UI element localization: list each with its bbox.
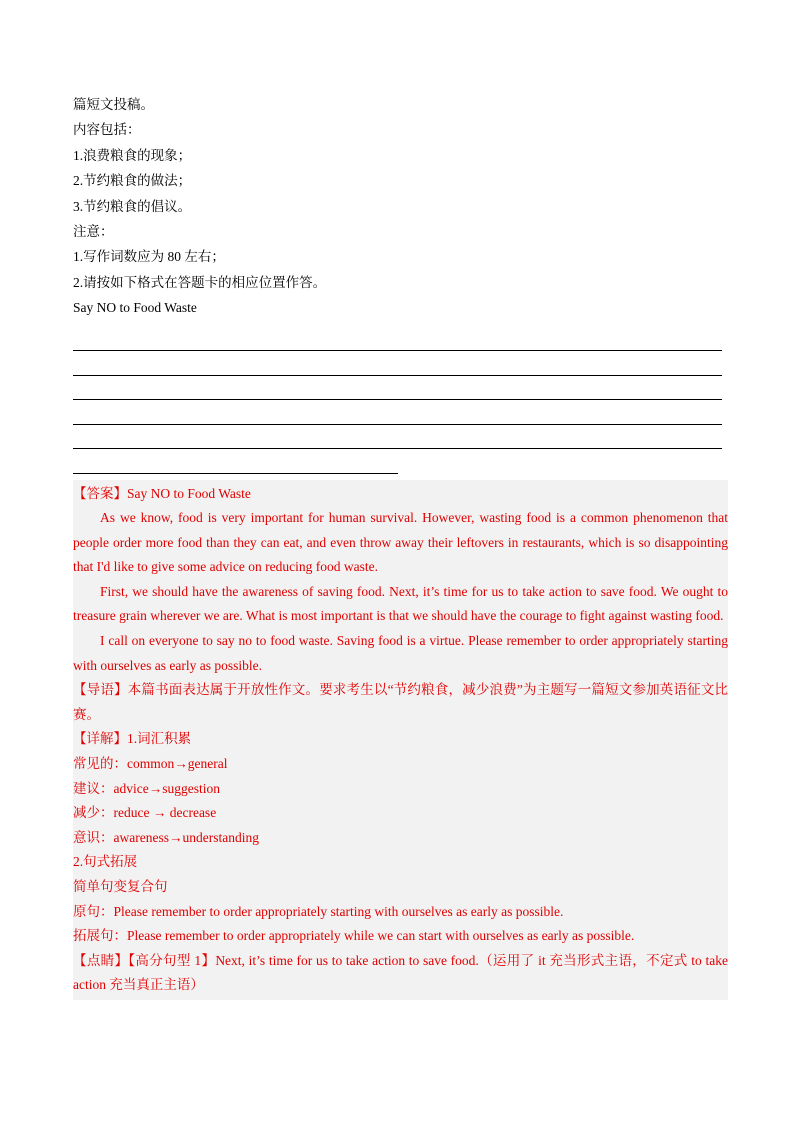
vocab-item: 意识：awareness→understanding — [73, 829, 259, 845]
answer-rule — [73, 376, 722, 401]
document-page — [73, 92, 728, 1000]
vocab-item: 常见的：common→general — [73, 756, 228, 772]
prompt-line: 内容包括： — [73, 122, 141, 138]
expanded-sentence: 拓展句：Please remember to order appropriately while we can start with ourselves as early as possible. — [73, 928, 635, 944]
highlight-text: Next, it’s time for us to take action to save food.（运用了 it 充当形式主语，不定式 to take action 充当真正主语） — [73, 952, 728, 993]
original-sentence: 原句：Please remember to order appropriately starting with ourselves as early as possible. — [73, 903, 564, 919]
prompt-section — [73, 92, 728, 321]
vocab-item: 建议：advice→suggestion — [73, 780, 220, 796]
prompt-line: 3.节约粮食的倡议。 — [73, 198, 192, 214]
guide-text: 本篇书面表达属于开放性作文。要求考生以“节约粮食，减少浪费”为主题写一篇短文参加英语征文比赛。 — [73, 682, 729, 722]
highlight-label: 【点睛】【高分句型 1】 — [73, 952, 216, 968]
prompt-line: 2.节约粮食的做法； — [73, 173, 192, 189]
answer-paragraph: First, we should have the awareness of saving food. Next, it’s time for us to take action to save food. We ought to treasure grain wherever we are. What is most important is that we should have the courage to fight against wasting food. — [73, 583, 728, 624]
prompt-line: 1.写作词数应为 80 左右； — [73, 249, 225, 265]
prompt-line: 注意： — [73, 223, 114, 239]
answer-paragraph: As we know, food is very important for human survival. However, wasting food is a common phenomenon that people order more food than they can eat, and even throw away their leftovers in restaurants, which is so disappointing that I'd like to give some advice on reducing food waste. — [73, 510, 728, 575]
answer-heading — [73, 482, 728, 507]
answer-rule — [73, 351, 722, 376]
answer-block — [73, 480, 728, 1000]
answer-rule — [73, 327, 722, 352]
prompt-line: 篇短文投稿。 — [73, 97, 154, 112]
answer-label: 【答案】 — [73, 485, 127, 501]
detail-subheading: 1.词汇积累 — [127, 731, 192, 747]
prompt-line: 1.浪费粮食的现象； — [73, 147, 192, 163]
answer-paragraph: I call on everyone to say no to food waste. Saving food is a virtue. Please remember to order appropriately starting with ourselves as early as possible. — [73, 633, 728, 673]
highlight-paragraph — [73, 949, 728, 998]
answer-rule — [73, 425, 722, 450]
prompt-line: 2.请按如下格式在答题卡的相应位置作答。 — [73, 274, 327, 290]
answer-lines — [73, 327, 728, 474]
essay-title-prompt: Say NO to Food Waste — [73, 300, 197, 316]
guide-paragraph — [73, 678, 728, 727]
answer-title: Say NO to Food Waste — [127, 485, 251, 501]
sentence-heading: 2.句式拓展 — [73, 854, 138, 870]
detail-heading — [73, 727, 728, 752]
vocab-item: 减少：reduce → decrease — [73, 805, 217, 821]
guide-label: 【导语】 — [73, 682, 128, 698]
answer-rule — [73, 400, 722, 425]
detail-label: 【详解】 — [73, 731, 127, 747]
answer-rule — [73, 449, 398, 474]
sentence-subheading: 简单句变复合句 — [73, 879, 168, 895]
